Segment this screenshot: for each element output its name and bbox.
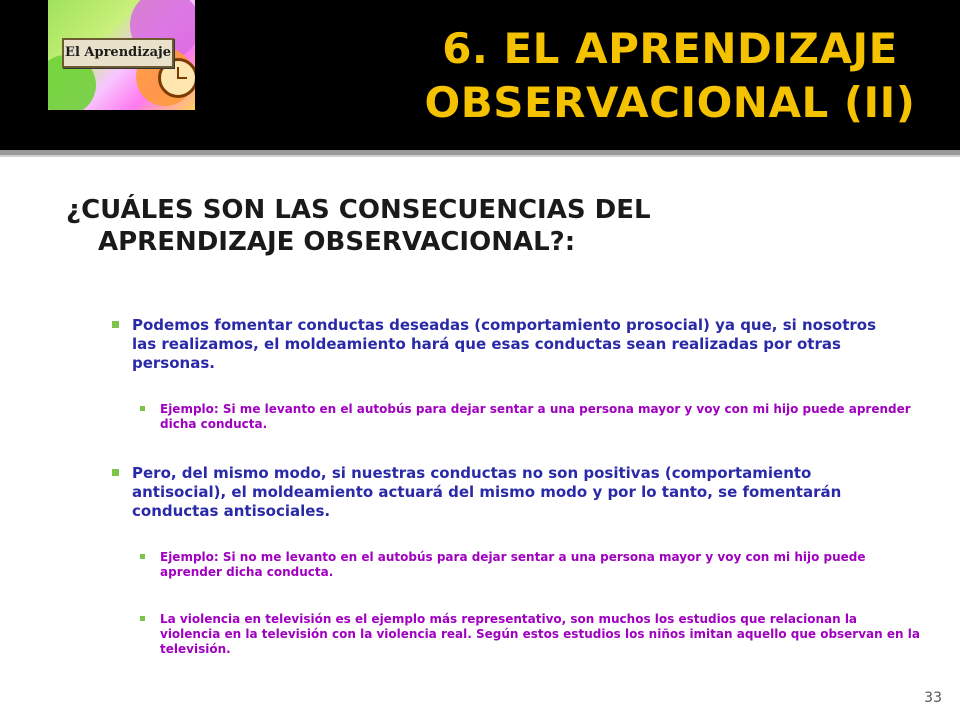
sub-bullet-text: Ejemplo: Si no me levanto en el autobús para dejar sentar a una persona mayor y voy con mi hijo puede aprender dicha conducta. — [160, 550, 866, 579]
bullet-text: Podemos fomentar conductas deseadas (comportamiento prosocial) ya que, si nosotros las realizamos, el moldeamiento hará que esas conductas sean realizadas por otras personas. — [132, 316, 877, 372]
sub-bullet-television — [140, 612, 920, 657]
question-line-1: ¿CUÁLES SON LAS CONSECUENCIAS DEL — [66, 195, 651, 225]
section-question — [66, 194, 926, 258]
sub-bullet-example-1 — [140, 402, 920, 432]
slide-title-line-2: OBSERVACIONAL (II) — [424, 78, 916, 127]
page-number: 33 — [924, 690, 942, 706]
bullet-text: Pero, del mismo modo, si nuestras conductas no son positivas (comportamiento antisocial), el moldeamiento actuará del mismo modo y por lo tanto, se fomentarán conductas antisociales. — [132, 464, 842, 520]
square-bullet-icon — [140, 616, 145, 621]
header-divider-light — [0, 155, 960, 157]
square-bullet-icon — [112, 469, 119, 476]
square-bullet-icon — [140, 406, 145, 411]
logo-plate: El Aprendizaje — [62, 38, 174, 68]
slide-title — [390, 22, 950, 130]
aprendizaje-logo-image — [48, 0, 195, 110]
question-line-2: APRENDIZAJE OBSERVACIONAL?: — [98, 227, 576, 257]
square-bullet-icon — [140, 554, 145, 559]
bullet-prosocial — [112, 316, 892, 373]
sub-bullet-text: La violencia en televisión es el ejemplo más representativo, son muchos los estudios que relacionan la violencia en la televisión con la violencia real. Según estos estudios los niños imitan aquello que observan en la televisión. — [160, 612, 920, 656]
bullet-antisocial — [112, 464, 892, 521]
sub-bullet-example-2 — [140, 550, 920, 580]
sub-bullet-text: Ejemplo: Si me levanto en el autobús para dejar sentar a una persona mayor y voy con mi hijo puede aprender dicha conducta. — [160, 402, 911, 431]
slide-title-line-1: 6. EL APRENDIZAJE — [442, 24, 898, 73]
square-bullet-icon — [112, 321, 119, 328]
